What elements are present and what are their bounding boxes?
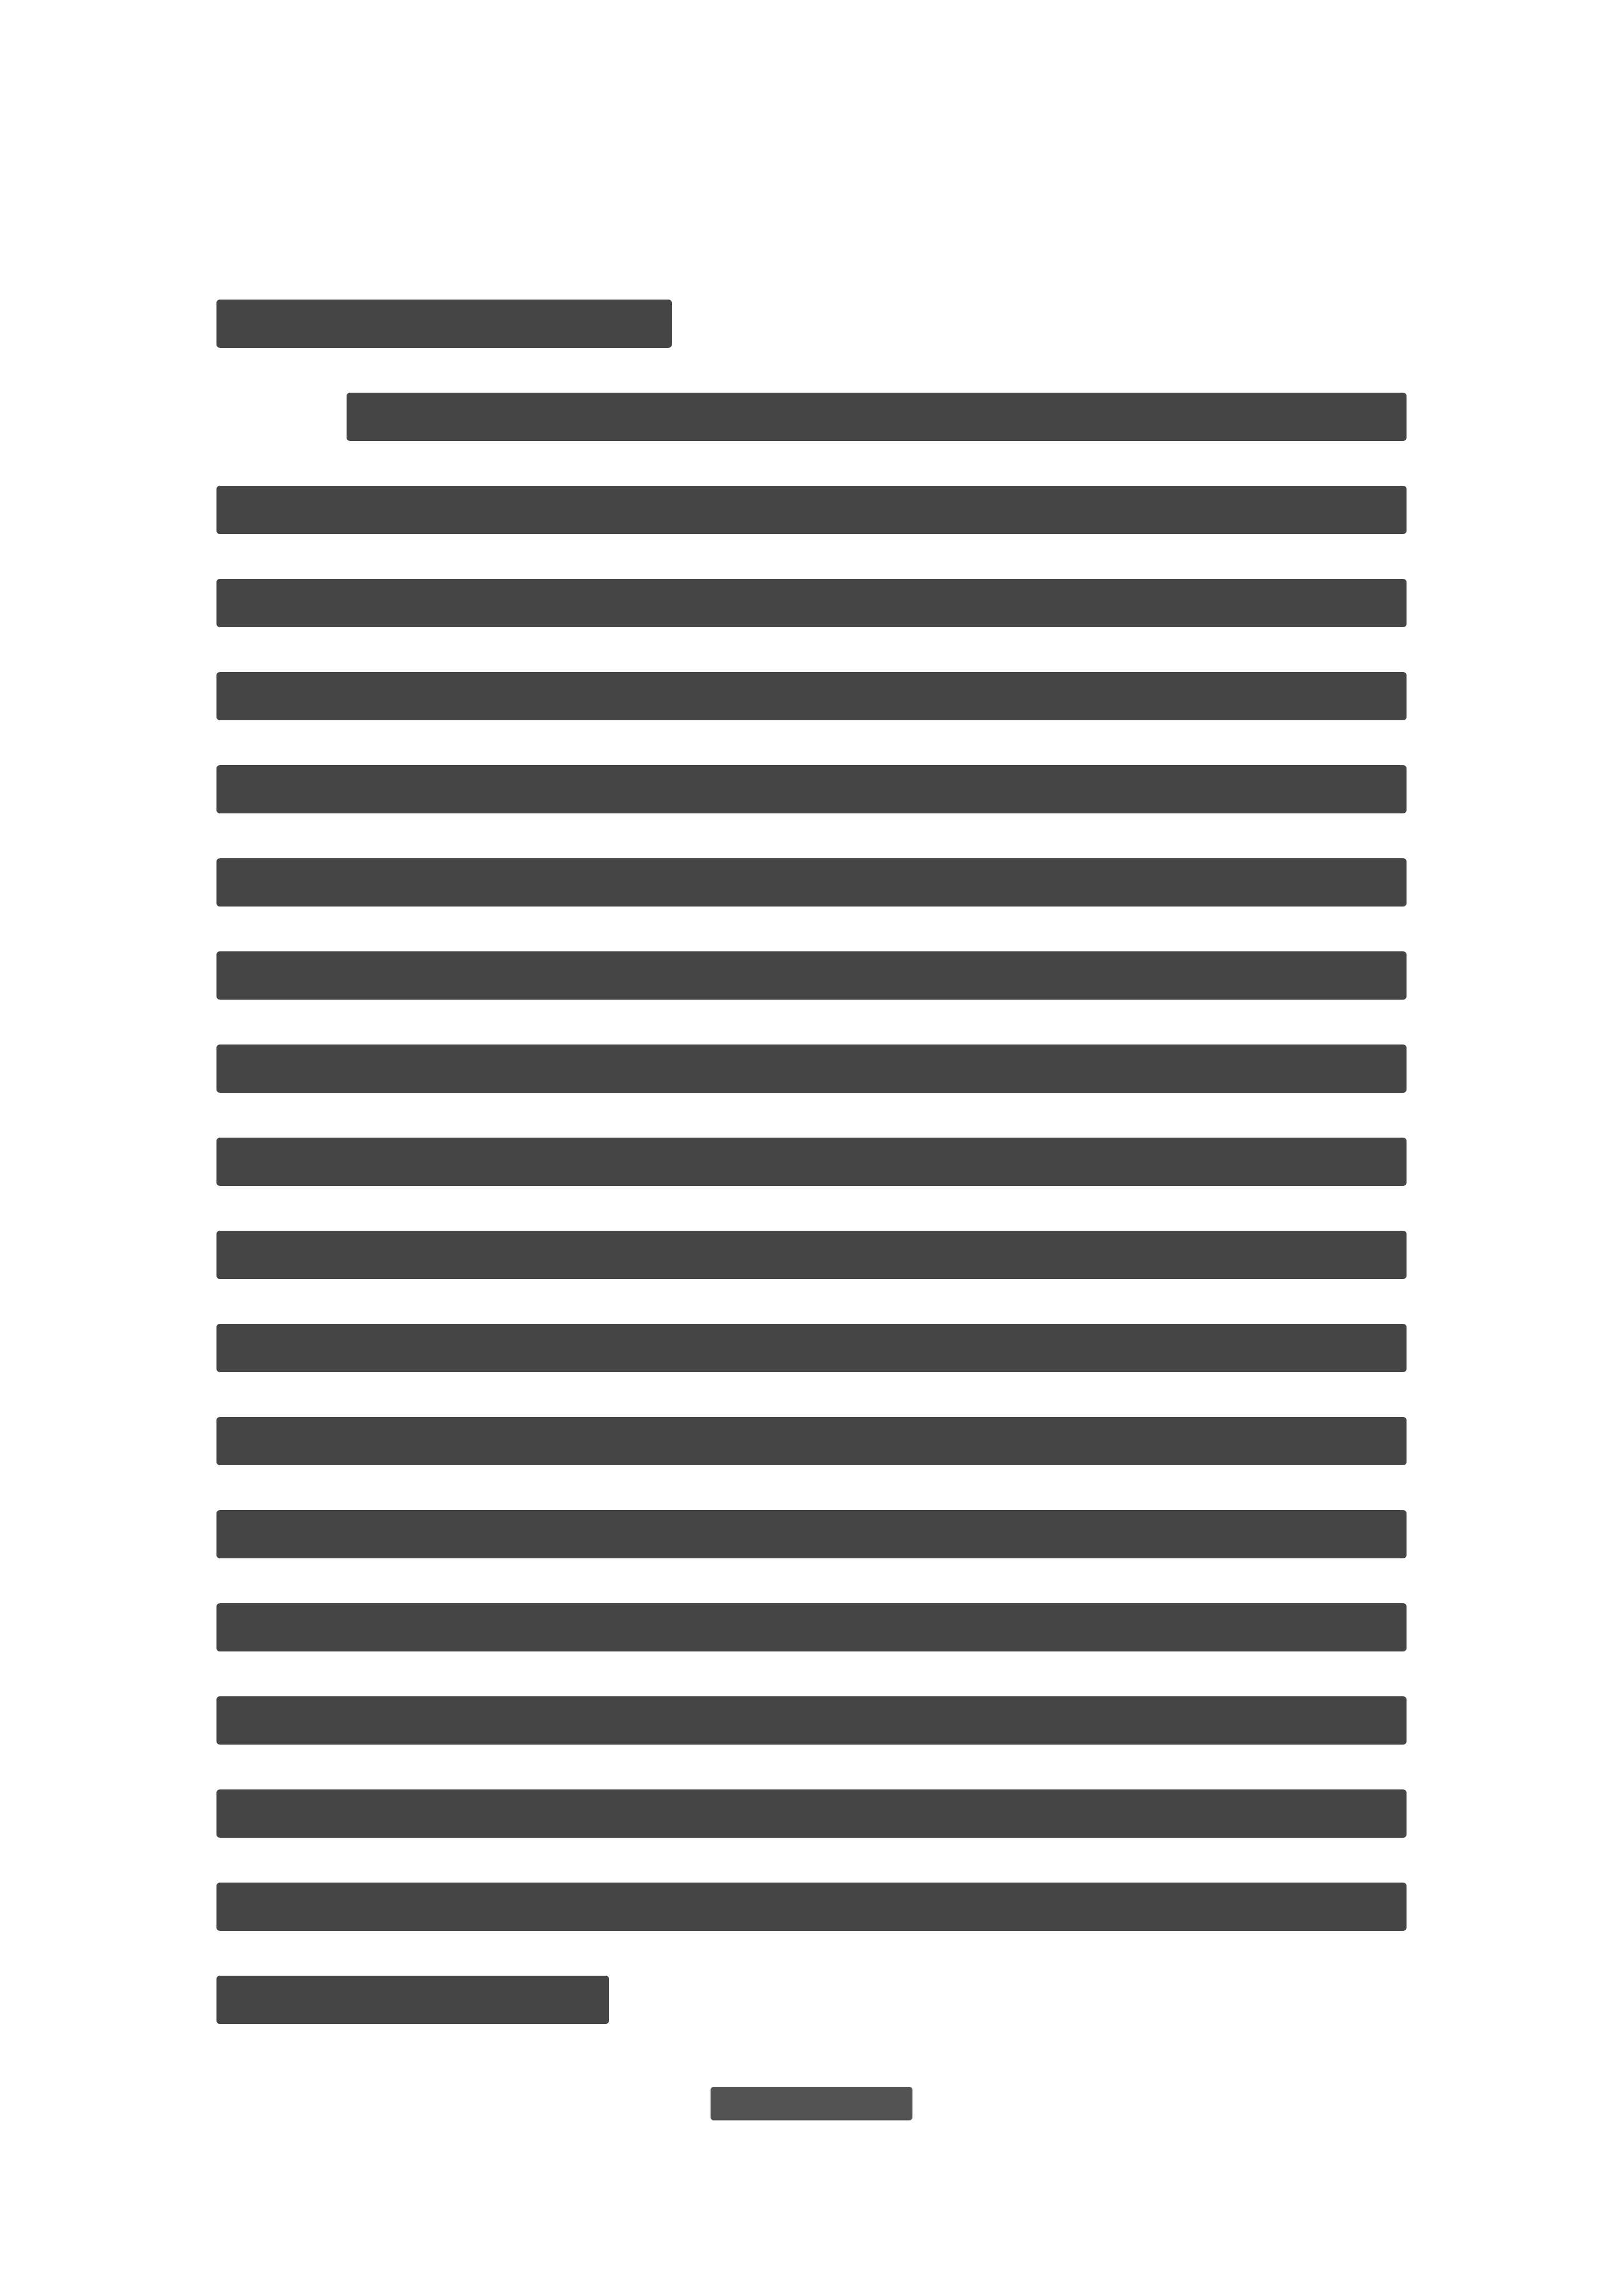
- text-line: [216, 1108, 1407, 1202]
- page-footer: [0, 2087, 1623, 2123]
- text-line: [216, 1202, 1407, 1295]
- body-text: [216, 270, 1407, 2040]
- text-line: [216, 1853, 1407, 1947]
- text-line: [216, 922, 1407, 1015]
- text-line: [216, 643, 1407, 736]
- text-line: [216, 1760, 1407, 1853]
- text-line: [216, 457, 1407, 550]
- page-number: [711, 2087, 912, 2120]
- text-line: [216, 364, 1407, 457]
- text-line: [216, 270, 1407, 364]
- text-line: [216, 550, 1407, 643]
- text-line: [216, 736, 1407, 829]
- text-line: [216, 1015, 1407, 1108]
- text-line: [216, 1481, 1407, 1574]
- text-line: [216, 829, 1407, 922]
- text-line: [216, 1947, 1407, 2040]
- text-line: [216, 1388, 1407, 1481]
- text-line: [216, 1574, 1407, 1667]
- text-line: [216, 1667, 1407, 1760]
- text-line: [216, 1295, 1407, 1388]
